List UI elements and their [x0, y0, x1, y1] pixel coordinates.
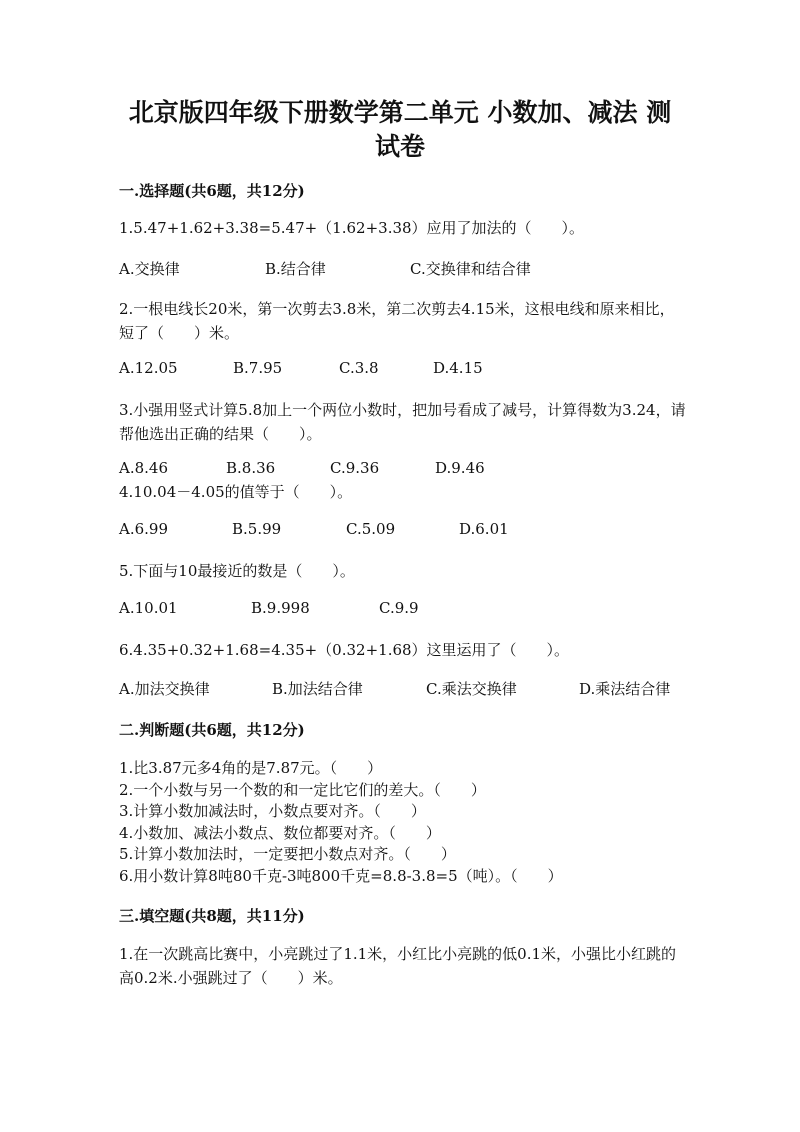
section-heading-judge: 二.判断题(共6题，共12分)	[119, 721, 305, 739]
option-a: A.6.99	[119, 520, 168, 538]
choice-question-6: 6.4.35+0.32+1.68=4.35+（0.32+1.68）这里运用了（ ）。	[119, 641, 570, 659]
judge-item-4: 4.小数加、减法小数点、数位都要对齐。（ ）	[119, 824, 441, 842]
option-d: D.乘法结合律	[579, 680, 671, 698]
option-c: C.交换律和结合律	[410, 260, 531, 278]
option-a: A.加法交换律	[119, 680, 210, 698]
choice-question-2: 2.一根电线长20米，第一次剪去3.8米，第二次剪去4.15米，这根电线和原来相比，短了（ ）米。	[119, 300, 675, 342]
choice-question-1: 1.5.47+1.62+3.38=5.47+（1.62+3.38）应用了加法的（ ）。	[119, 219, 585, 237]
judge-item-6: 6.用小数计算8吨80千克-3吨800千克=8.8-3.8=5（吨）。（ ）	[119, 867, 563, 885]
option-c: C.9.36	[330, 459, 380, 477]
option-d: D.6.01	[459, 520, 509, 538]
option-b: B.8.36	[226, 459, 276, 477]
option-d: D.9.46	[435, 459, 485, 477]
judge-item-5: 5.计算小数加法时，一定要把小数点对齐。（ ）	[119, 845, 456, 863]
section-heading-choice: 一.选择题(共6题，共12分)	[119, 182, 305, 200]
choice-options-1	[119, 258, 689, 280]
option-b: B.加法结合律	[272, 680, 363, 698]
judge-item-2: 2.一个小数与另一个数的和一定比它们的差大。（ ）	[119, 781, 486, 799]
option-b: B.5.99	[232, 520, 282, 538]
option-a: A.10.01	[119, 599, 178, 617]
option-a: A.交换律	[119, 260, 180, 278]
choice-options-3	[119, 459, 689, 481]
judge-item-3: 3.计算小数加减法时，小数点要对齐。（ ）	[119, 802, 426, 820]
choice-question-5: 5.下面与10最接近的数是（ ）。	[119, 562, 355, 580]
option-b: B.7.95	[233, 359, 283, 377]
option-b: B.9.998	[251, 599, 310, 617]
choice-question-3: 3.小强用竖式计算5.8加上一个两位小数时，把加号看成了减号，计算得数为3.24，请帮他选出正确的结果（ ）。	[119, 401, 686, 443]
option-c: C.乘法交换律	[426, 680, 517, 698]
choice-question-4: 4.10.04－4.05的值等于（ ）。	[119, 483, 353, 501]
page-title: 北京版四年级下册数学第二单元 小数加、减法 测试卷	[128, 98, 672, 161]
option-c: C.9.9	[379, 599, 419, 617]
option-c: C.5.09	[346, 520, 396, 538]
judge-item-1: 1.比3.87元多4角的是7.87元。（ ）	[119, 759, 383, 777]
choice-options-6	[119, 678, 689, 700]
option-a: A.12.05	[119, 359, 178, 377]
choice-options-5	[119, 599, 689, 621]
option-a: A.8.46	[119, 459, 168, 477]
option-d: D.4.15	[433, 359, 483, 377]
choice-options-4	[119, 520, 689, 542]
option-c: C.3.8	[339, 359, 379, 377]
choice-options-2	[119, 359, 689, 381]
fill-question-1: 1.在一次跳高比赛中，小亮跳过了1.1米，小红比小亮跳的低0.1米，小强比小红跳的高0.2米.小强跳过了（ ）米。	[119, 945, 677, 987]
option-b: B.结合律	[265, 260, 326, 278]
section-heading-fill: 三.填空题(共8题，共11分)	[119, 907, 305, 925]
